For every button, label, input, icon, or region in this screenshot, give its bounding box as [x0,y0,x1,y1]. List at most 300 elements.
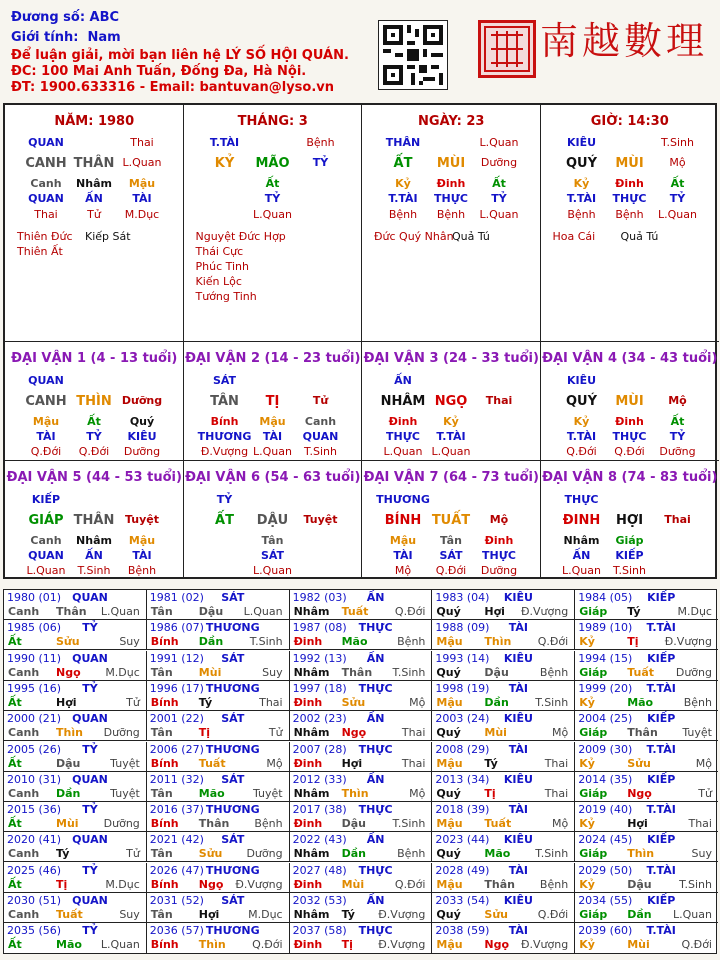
year-stem: Nhâm [293,847,330,861]
year-tenstar: T.TÀI [646,863,676,877]
year-tenstar: KIÊU [503,833,533,847]
year-label: 1987 (08) [292,621,347,635]
year-branch: Mùi [484,726,507,740]
year-tenstar: KIÊU [503,772,533,786]
pillar-hidden-stage-2: L.Quan [479,208,519,221]
year-cell [432,620,575,650]
year-branch: Tuất [198,756,226,770]
year-cell [575,923,718,953]
year-stage: Tử [268,726,283,740]
year-label: 2004 (25) [578,712,633,726]
year-stem: Nhâm [293,726,330,740]
dai-van-hidden-god-0: TÀI [36,430,56,443]
year-label: 2035 (56) [7,924,62,938]
year-stem: Giáp [579,908,608,921]
dai-van-hidden-stage-2: Dưỡng [123,445,161,458]
dai-van-hidden-stage-0: Đ.Vượng [200,445,249,458]
year-stem: Kỷ [579,817,595,831]
year-stage: Q.Đới [252,938,283,952]
year-branch: Ngọ [198,877,224,891]
year-label: 2038 (59) [435,924,490,938]
year-cell [147,802,290,832]
dai-van-hidden-stage-0: Q.Đới [30,445,62,458]
year-label: 2039 (60) [578,924,633,938]
dai-van-hidden-stage-2: Bệnh [127,564,157,577]
dai-van-hidden-god-1: THỰC [612,430,647,443]
pillar-title: NGÀY: 23 [418,114,485,129]
year-branch: Dần [56,786,81,800]
year-stem: Mậu [436,938,463,952]
year-tenstar: SÁT [221,772,245,786]
pillar-hidden-god-1: ẤN [85,192,103,205]
dai-van-tenstar: SÁT [212,374,237,387]
year-label: 2010 (31) [7,772,62,786]
year-branch: Dần [627,908,652,921]
year-stage: Bệnh [683,695,712,709]
year-label: 2032 (53) [292,894,347,907]
year-tenstar: QUAN [72,894,108,907]
year-stage: Dưỡng [246,847,283,861]
pillar-stem-branch-2: TỶ [312,156,329,169]
dai-van-hidden-stage-1: Q.Đới [435,564,467,577]
pillar-hidden-god-2: TÀI [132,192,152,205]
dai-van-1 [5,342,184,461]
year-cell [147,620,290,650]
pillar-star-3: Kiến Lộc [195,275,242,288]
pillar-star-0: Thiên Đức [17,230,73,243]
year-stage: Bệnh [539,877,569,891]
year-label: 2011 (32) [149,772,204,786]
year-tenstar: THỰC [358,863,393,877]
year-stem: Ất [8,756,22,770]
chart-grid [3,103,717,579]
year-label: 1980 (01) [7,591,62,604]
year-stem: Bính [150,938,179,952]
year-stage: Tử [126,847,140,861]
dai-van-hidden-stage-1: L.Quan [431,445,471,458]
year-stage: Q.Đới [537,635,569,649]
dai-van-hidden-stage-2: Dưỡng [480,564,518,577]
year-stage: Bệnh [254,817,283,831]
year-branch: Thân [484,877,515,891]
contact-line: Để luận giải, mời bạn liên hệ LÝ SỐ HỘI QUÁN. [11,48,349,63]
dai-van-title: ĐẠI VẬN 2 (14 - 23 tuổi) [185,351,361,366]
year-stem: Ất [8,877,22,891]
year-stem: Ất [8,938,22,952]
dai-van-hidden-stem-0: Nhâm [563,534,600,547]
pillar-hidden-stage-1: Bệnh [436,208,466,221]
pillar-title: GIỜ: 14:30 [590,114,669,129]
dai-van-hidden-stage-0: Q.Đới [566,445,597,458]
year-branch: Thân [198,817,230,831]
dai-van-stem: BÍNH [384,513,422,528]
pillar-1 [184,105,363,342]
year-tenstar: THƯƠNG [205,863,260,877]
dai-van-stage: Tử [312,394,329,407]
year-cell [290,651,433,681]
year-label: 1984 (05) [578,591,633,604]
year-stage: T.Sinh [249,635,283,649]
year-tenstar: KIÊU [503,651,533,665]
dai-van-hidden-god-1: KIẾP [615,549,644,562]
pillar-hidden-stage-1: Tử [87,208,101,221]
year-stage: Dưỡng [675,665,712,679]
year-tenstar: THƯƠNG [205,742,260,756]
year-cell [4,772,147,802]
year-label: 1989 (10) [578,621,633,635]
year-label: 1993 (14) [435,651,490,665]
pillar-stem-branch-0: ẤT [393,156,413,171]
dai-van-stem: TÂN [210,394,239,409]
year-cell [575,742,718,772]
dai-van-hidden-stem-1: Đinh [615,415,644,428]
year-tenstar: TỶ [82,681,98,695]
year-cell [4,711,147,741]
year-branch: Tý [627,605,641,618]
dai-van-stem: GIÁP [28,513,64,528]
year-branch: Tuất [341,605,369,618]
year-label: 2023 (44) [435,833,490,847]
year-label: 1992 (13) [292,651,347,665]
year-label: 2029 (50) [578,863,633,877]
year-cell [4,590,147,620]
pillar-star-0: Đức Quý Nhân [374,230,454,243]
year-cell [290,681,433,711]
dai-van-hidden-stage-1: T.Sinh [77,564,111,577]
dai-van-7 [362,461,541,578]
pillar-hidden-stage-1: Bệnh [615,208,644,221]
dai-van-branch: DẬU [256,513,289,528]
pillar-stem-branch-2: L.Quan [122,156,162,169]
year-stem: Quý [436,847,461,861]
year-branch: Mão [484,847,511,861]
year-cell [147,772,290,802]
pillar-hidden-god-0: QUAN [28,192,64,205]
year-stage: L.Quan [100,605,140,618]
pillar-hidden-stem-1: Đinh [615,177,644,190]
year-tenstar: TỶ [82,621,98,635]
dai-van-hidden-stage-1: T.Sinh [613,564,646,577]
year-cell [290,802,433,832]
year-branch: Sửu [56,635,80,649]
pillar-hidden-stage-2: M.Dục [124,208,160,221]
year-cell [432,651,575,681]
pillar-title: NĂM: 1980 [54,114,135,129]
year-cell [432,772,575,802]
pillar-star-1: Quả Tú [620,230,659,243]
year-branch: Tị [627,635,639,649]
year-cell [290,863,433,893]
year-tenstar: KIÊU [503,894,533,907]
dai-van-hidden-stem-2: Canh [304,415,337,428]
year-stem: Tân [150,726,173,740]
pillar-hidden-god-2: TỶ [669,192,686,205]
pillar-hidden-god-1: THỰC [612,192,647,205]
year-branch: Ngọ [627,786,652,800]
year-branch: Tuất [627,665,654,679]
year-branch: Dậu [484,665,509,679]
dai-van-2 [184,342,363,461]
dai-van-hidden-stage-0: L.Quan [26,564,66,577]
year-branch: Thìn [484,635,512,649]
year-tenstar: QUAN [72,833,108,847]
dai-van-hidden-stem-1: Tân [261,534,284,547]
year-branch: Tị [56,877,68,891]
year-tenstar: TÀI [508,863,529,877]
year-stem: Bính [150,695,179,709]
year-label: 2031 (52) [149,894,204,907]
dai-van-hidden-stem-0: Canh [30,534,62,547]
year-tenstar: THƯƠNG [205,924,260,938]
pillar-stem-branch-0: CANH [25,156,67,171]
year-branch: Thân [341,665,373,679]
dai-van-branch: HỢI [615,513,644,528]
year-cell [575,681,718,711]
year-stage: Thai [401,756,426,770]
year-tenstar: T.TÀI [646,681,676,695]
year-branch: Tị [484,786,496,800]
year-stem: Đinh [293,817,323,831]
year-stem: Canh [8,847,40,861]
year-cell [147,863,290,893]
dai-van-hidden-stem-0: Bính [210,415,239,428]
dai-van-hidden-stage-2: Dưỡng [659,445,696,458]
year-stage: Tuyệt [682,726,712,740]
year-cell [575,893,718,923]
year-tenstar: KIÊU [503,712,533,726]
year-branch: Tý [341,908,355,921]
year-tenstar: ẤN [366,833,385,847]
dai-van-stem: NHÂM [380,394,426,409]
dai-van-hidden-god-0: T.TÀI [566,430,597,443]
year-stem: Đinh [293,938,323,952]
pillar-hidden-stage-2: L.Quan [658,208,697,221]
year-branch: Mùi [198,665,222,679]
year-cell [147,742,290,772]
year-cell [290,772,433,802]
year-stem: Bính [150,817,179,831]
dai-van-hidden-stem-1: Ất [87,415,101,428]
pillar-star-0: Nguyệt Đức Hợp [195,230,286,243]
year-cell [575,832,718,862]
year-stage: Mộ [551,817,569,831]
year-stem: Canh [8,908,40,921]
year-stage: Dưỡng [103,817,140,831]
year-branch: Ngọ [56,665,81,679]
year-label: 1982 (03) [292,591,347,604]
year-branch: Tuất [56,908,83,921]
year-branch: Tý [484,756,498,770]
dai-van-3 [362,342,541,461]
year-cell [290,711,433,741]
year-stem: Mậu [436,877,463,891]
pillar-0 [5,105,184,342]
gender-label: Giới tính: [11,30,79,45]
pillar-stem-branch-1: THÂN [73,156,115,171]
year-stem: Tân [150,847,173,861]
year-label: 1985 (06) [7,621,62,635]
pillar-hidden-stem-1: Nhâm [76,177,112,190]
pillar-hidden-god-0: T.TÀI [388,192,418,205]
year-tenstar: QUAN [72,591,108,604]
year-label: 2037 (58) [292,924,347,938]
year-stem: Nhâm [293,605,330,618]
year-branch: Tị [198,726,211,740]
year-branch: Hợi [627,817,648,831]
gender [11,30,121,45]
year-cell [147,832,290,862]
pillar-title: THÁNG: 3 [237,114,308,129]
year-branch: Mão [627,695,654,709]
year-tenstar: SÁT [221,894,245,907]
year-label: 1998 (19) [435,681,490,695]
logo-text: 南越數理 [540,19,709,63]
year-cell [432,893,575,923]
dai-van-branch: MÙI [615,394,644,409]
year-stem: Giáp [579,786,608,800]
year-branch: Tý [198,695,213,709]
year-tenstar: QUAN [72,651,108,665]
year-cell [147,711,290,741]
year-tenstar: ẤN [366,712,385,726]
year-tenstar: KIÊU [503,591,533,604]
year-branch: Thân [627,726,658,740]
year-cell [4,863,147,893]
year-cell [575,772,718,802]
year-stage: M.Dục [105,665,140,679]
year-stage: Tuyệt [110,786,140,800]
year-stage: Thai [544,786,569,800]
dai-van-stage: Dưỡng [121,394,163,407]
year-stem: Kỷ [579,877,595,891]
year-cell [4,651,147,681]
year-branch: Sửu [627,756,651,770]
year-cell [432,832,575,862]
year-tenstar: TÀI [508,742,529,756]
year-branch: Dậu [627,877,652,891]
year-stage: Suy [691,847,712,861]
year-branch: Dần [198,635,224,649]
year-stage: Q.Đới [537,908,569,921]
dai-van-hidden-stage-1: Q.Đới [614,445,645,458]
dai-van-hidden-stem-1: Tân [440,534,462,547]
pillar-2 [362,105,541,342]
year-label: 1996 (17) [149,681,204,695]
dai-van-branch: NGỌ [434,394,468,409]
pillar-hidden-stage-0: Bệnh [567,208,596,221]
dai-van-hidden-stem-2: Ất [670,415,685,428]
dai-van-title: ĐẠI VẬN 8 (74 - 83 tuổi) [542,470,718,485]
year-label: 1981 (02) [149,591,204,604]
dai-van-stage: Tuyệt [303,513,338,526]
pillar-tenstar-0: THÂN [385,136,421,149]
dai-van-hidden-god-1: TÀI [262,430,283,443]
year-label: 2006 (27) [149,742,204,756]
year-stem: Tân [150,786,173,800]
year-stem: Tân [150,665,173,679]
year-cell [147,923,290,953]
year-tenstar: THƯƠNG [205,681,260,695]
year-tenstar: SÁT [221,712,245,726]
year-stage: Tử [126,695,140,709]
dai-van-tenstar: THƯƠNG [376,493,430,506]
year-stem: Giáp [579,665,608,679]
year-stage: Bệnh [397,847,426,861]
year-branch: Tị [341,938,353,952]
year-stem: Quý [436,665,461,679]
year-branch: Thìn [56,726,83,740]
dai-van-tenstar: KIÊU [566,374,597,387]
dai-van-title: ĐẠI VẬN 4 (34 - 43 tuổi) [542,351,718,366]
year-stage: Đ.Vượng [378,908,426,921]
year-stage: Đ.Vượng [520,605,569,618]
pillar-star-1: Quả Tú [452,230,490,243]
year-label: 1994 (15) [578,651,633,665]
pillar-tenstar-0: KIÊU [566,136,597,149]
year-stem: Ất [8,817,22,831]
year-stem: Quý [436,908,461,921]
year-stage: Mộ [409,786,426,800]
year-branch: Thân [56,605,87,618]
year-tenstar: KIẾP [647,591,676,604]
year-label: 2002 (23) [292,712,347,726]
dai-van-hidden-god-1: SÁT [439,549,463,562]
dai-van-hidden-stem-0: Kỷ [573,415,590,428]
year-label: 2009 (30) [578,742,633,756]
year-cell [575,620,718,650]
qr-code-icon[interactable] [378,20,448,90]
year-label: 1997 (18) [292,681,347,695]
year-tenstar: SÁT [221,833,245,847]
year-cell [432,711,575,741]
year-branch: Dần [484,695,509,709]
dai-van-4 [541,342,720,461]
year-stage: Mộ [266,756,283,770]
pillar-hidden-god-2: TỶ [491,192,507,205]
dai-van-hidden-stem-0: Mậu [32,415,60,428]
year-branch: Tý [56,847,70,861]
year-tenstar: ẤN [366,894,385,907]
year-stem: Đinh [293,695,323,709]
year-stage: Thai [259,695,283,709]
year-branch: Hợi [484,605,505,618]
year-stage: Đ.Vượng [664,635,712,649]
year-cell [290,620,433,650]
year-stem: Canh [8,665,40,679]
dai-van-6 [184,461,363,578]
dai-van-tenstar: TỶ [216,493,233,506]
pillar-tenstar-2: L.Quan [479,136,519,149]
year-label: 2015 (36) [7,803,62,817]
year-label: 2024 (45) [578,833,633,847]
year-label: 1999 (20) [578,681,633,695]
year-cell [147,893,290,923]
pillar-hidden-stem-2: Ất [670,177,685,190]
pillar-hidden-stem-1: Đinh [436,177,466,190]
dai-van-hidden-god-0: THỰC [386,430,420,443]
year-stage: Suy [119,635,140,649]
year-cell [432,923,575,953]
year-tenstar: THỰC [358,803,393,817]
year-tenstar: SÁT [221,651,245,665]
pillar-star-0: Hoa Cái [552,230,596,243]
year-tenstar: THƯƠNG [205,803,260,817]
year-branch: Sửu [484,908,508,921]
dai-van-hidden-stem-1: Giáp [615,534,644,547]
year-stage: Suy [119,908,140,921]
dai-van-hidden-god-0: THƯƠNG [197,430,252,443]
year-stem: Giáp [579,726,608,740]
